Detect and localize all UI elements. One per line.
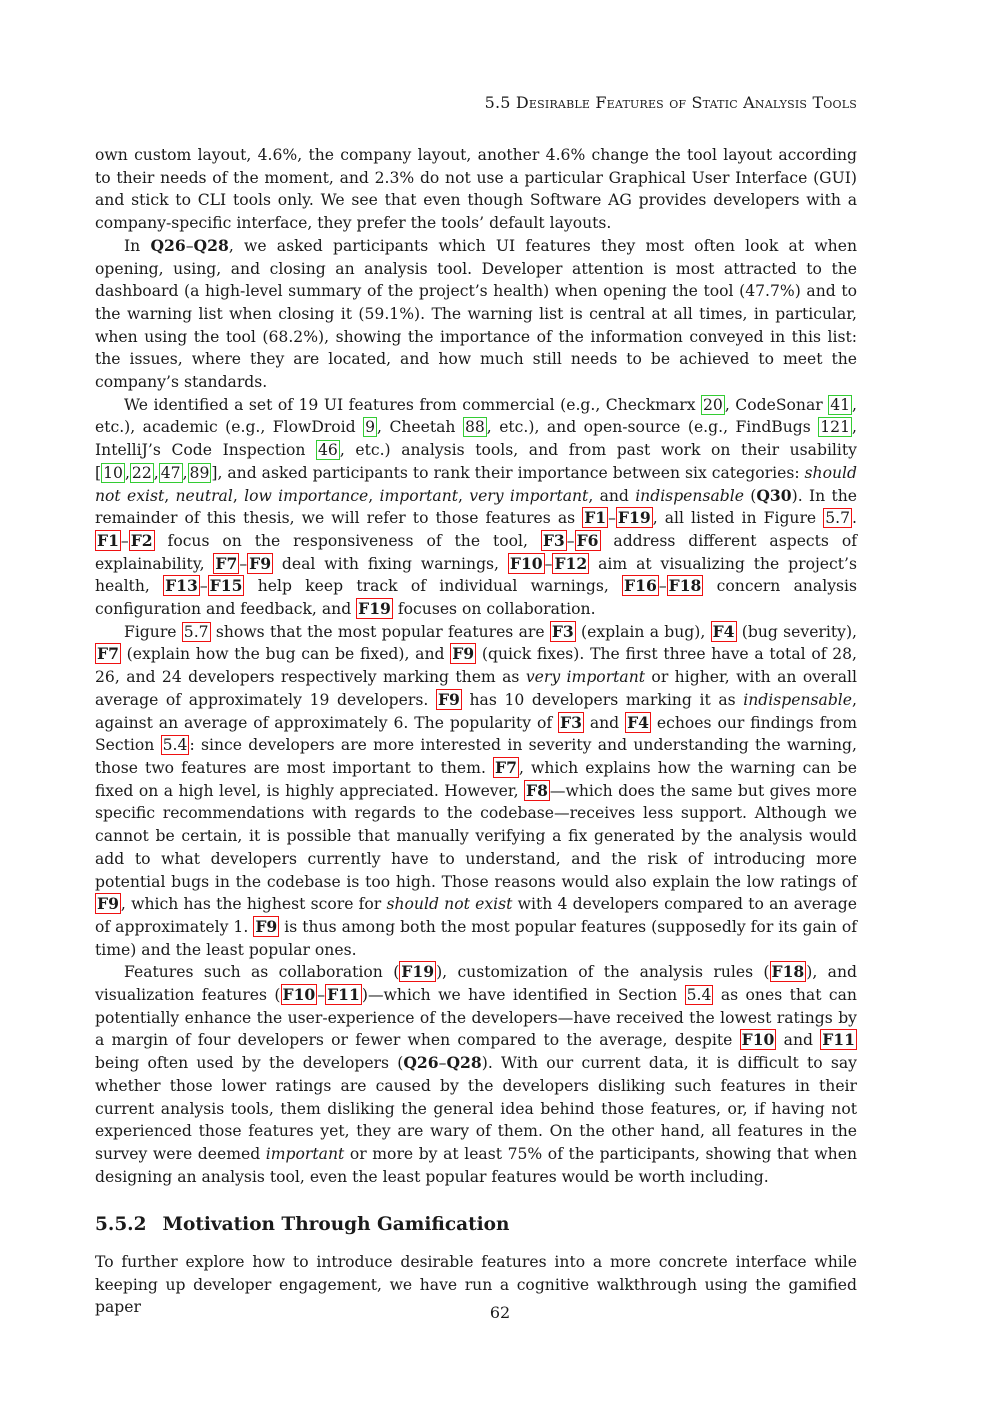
paragraph-5: Features such as collaboration ( F19 ), customization of the analysis rules ( F18 ), and visualization features ( F10 – F11 )—which we have identified in Section 5.4 as ones that can potentially enhance the user-experience of the developers—have received the lowest ratings by a margin of four developers or fewer when compared to the average, despite F10 and F11 being often used by the developers (Q26–Q28). With our current data, it is difficult to say whether those lower ratings are caused by the developers disliking such features in their current analysis tools, them disliking the general idea behind those features, or, if having not experienced those features yet, they are wary of them. On the other hand, all features in the survey were deemed important or more by at least 75% of the participants, showing that when designing an analysis tool, even the least popular features would be worth including. [95,962,858,1186]
feature-link[interactable]: F4 [627,712,649,732]
feature-link[interactable]: F7 [215,553,238,573]
section-heading-number: 5.5.2 [95,1214,147,1236]
paragraph-1: own custom layout, 4.6%, the company layout, another 4.6% change the tool layout according to their needs of the moment, and 2.3% do not use a particular Graphical User Interface (GUI) and stick to CLI tools only. We see that even though Software AG provides developers with a company-specific interface, they prefer the tools’ default layouts. [95,146,857,233]
feature-link[interactable]: F9 [452,644,475,664]
feature-link[interactable]: F4 [712,621,735,641]
feature-link[interactable]: F11 [822,1030,855,1050]
feature-link[interactable]: F12 [554,553,588,573]
feature-link[interactable]: F13 [165,576,198,596]
paragraph-6: To further explore how to introduce desirable features into a more concrete interface while keeping up developer engagement, we have run a cognitive walkthrough using the gamified paper [95,1253,857,1317]
feature-link[interactable]: F19 [401,962,435,982]
feature-link[interactable]: F9 [97,894,119,914]
feature-link[interactable]: F9 [255,916,278,936]
feature-link[interactable]: F15 [209,576,243,596]
feature-link[interactable]: F1 [97,530,119,550]
header-section-title: Desirable Features of Static Analysis Tools [515,93,857,112]
feature-link[interactable]: F19 [617,508,651,528]
feature-link[interactable]: F8 [526,780,548,800]
feature-link[interactable]: F7 [495,757,517,777]
paragraph-4: Figure 5.7 shows that the most popular features are F3 (explain a bug), F4 (bug severity), F7 (explain how the bug can be fixed), and F9 (quick fixes). The first three have a total of 28, 26, and 24 developers respectively marking them as very important or higher, with an overall average of approximately 19 developers. F9 has 10 developers marking it as indispensable, against an average of approximately 6. The popularity of F3 and F4 echoes our findings from Section 5.4 : since developers are more interested in severity and understanding the warning, those two features are most important to them. F7 , which explains how the warning can be fixed on a high level, is highly appreciated. However, F8 —which does the same but gives more specific recommendations with regards to the codebase—receives less support. Although we cannot be certain, it is possible that manually verifying a fix generated by the analysis would add to what developers currently have to understand, and the risk of introducing more potential bugs in the codebase is too high. Those reasons would also explain the low ratings of F9 , which has the highest score for should not exist with 4 developers compared to an average of approximately 1. F9 is thus among both the most popular features (supposedly for its gain of time) and the least popular ones. [95,621,858,959]
feature-link[interactable]: F11 [327,985,360,1005]
feature-link[interactable]: F18 [771,962,805,982]
feature-link[interactable]: F6 [576,530,599,550]
feature-link[interactable]: F9 [437,689,460,709]
citation-link[interactable]: 22 [131,463,152,482]
feature-link[interactable]: F2 [130,530,153,550]
citation-link[interactable]: 121 [820,418,851,437]
citation-link[interactable]: 89 [189,463,210,482]
feature-link[interactable]: F3 [542,530,565,550]
citation-link[interactable]: 88 [464,418,485,437]
page-body [95,144,857,1319]
feature-link[interactable]: F19 [358,599,391,619]
feature-link[interactable]: F9 [249,553,272,573]
feature-link[interactable]: F10 [509,553,543,573]
section-heading-title: Motivation Through Gamification [162,1214,510,1236]
feature-link[interactable]: F18 [668,576,702,596]
paragraph-3: We identified a set of 19 UI features from commercial (e.g., Checkmarx 20 , CodeSonar 41 , etc.), academic (e.g., FlowDroid 9 , Cheetah 88 , etc.), and open-source (e.g., FindBugs 121 , IntelliJ’s Code Inspection 46 , etc.) analysis tools, and from past work on their usability [ 10 , 22 , 47 , 89 ], and asked participants to rank their importance between six categories: should not exist, neutral, low importance, important, very important, and indispensable (Q30). In the remainder of this thesis, we will refer to those features as F1 – F19 , all listed in Figure 5.7 . F1 – F2 focus on the responsiveness of the tool, F3 – F6 address different aspects of explainability, F7 – F9 deal with fixing warnings, F10 – F12 aim at visualizing the project’s health, F13 – F15 help keep track of individual warnings, F16 – F18 concern analysis configuration and feedback, and F19 focuses on collaboration. [95,395,857,619]
citation-link[interactable]: 20 [703,395,723,414]
feature-link[interactable]: F10 [741,1030,775,1050]
citation-link[interactable]: 41 [830,395,851,414]
section-heading [95,1214,857,1237]
section-link[interactable]: 5.4 [162,736,188,755]
running-header [485,93,857,112]
citation-link[interactable]: 46 [317,441,338,460]
header-section-number: 5.5 [484,93,511,112]
feature-link[interactable]: F3 [560,712,582,732]
feature-link[interactable]: F16 [624,576,657,596]
citation-link[interactable]: 9 [365,418,376,437]
figure-link[interactable]: 5.7 [183,622,209,641]
page-number: 62 [489,1303,511,1322]
paragraph-2: In Q26–Q28, we asked participants which UI features they most often look at when opening, using, and closing an analysis tool. Developer attention is most attracted to the dashboard (a high-level summary of the project’s health) when opening the tool (47.7%) and to the warning list when closing it (59.1%). The warning list is central at all times, in particular, when using the tool (68.2%), showing the importance of the information conveyed in this list: the issues, where they are located, and how much still needs to be achieved to meet the company’s standards. [95,235,857,392]
figure-link[interactable]: 5.7 [825,509,851,528]
citation-link[interactable]: 47 [160,463,181,482]
feature-link[interactable]: F10 [282,985,316,1005]
feature-link[interactable]: F3 [551,621,574,641]
citation-link[interactable]: 10 [103,463,123,482]
feature-link[interactable]: F1 [584,508,607,528]
section-link[interactable]: 5.4 [686,986,712,1005]
feature-link[interactable]: F7 [97,644,119,664]
